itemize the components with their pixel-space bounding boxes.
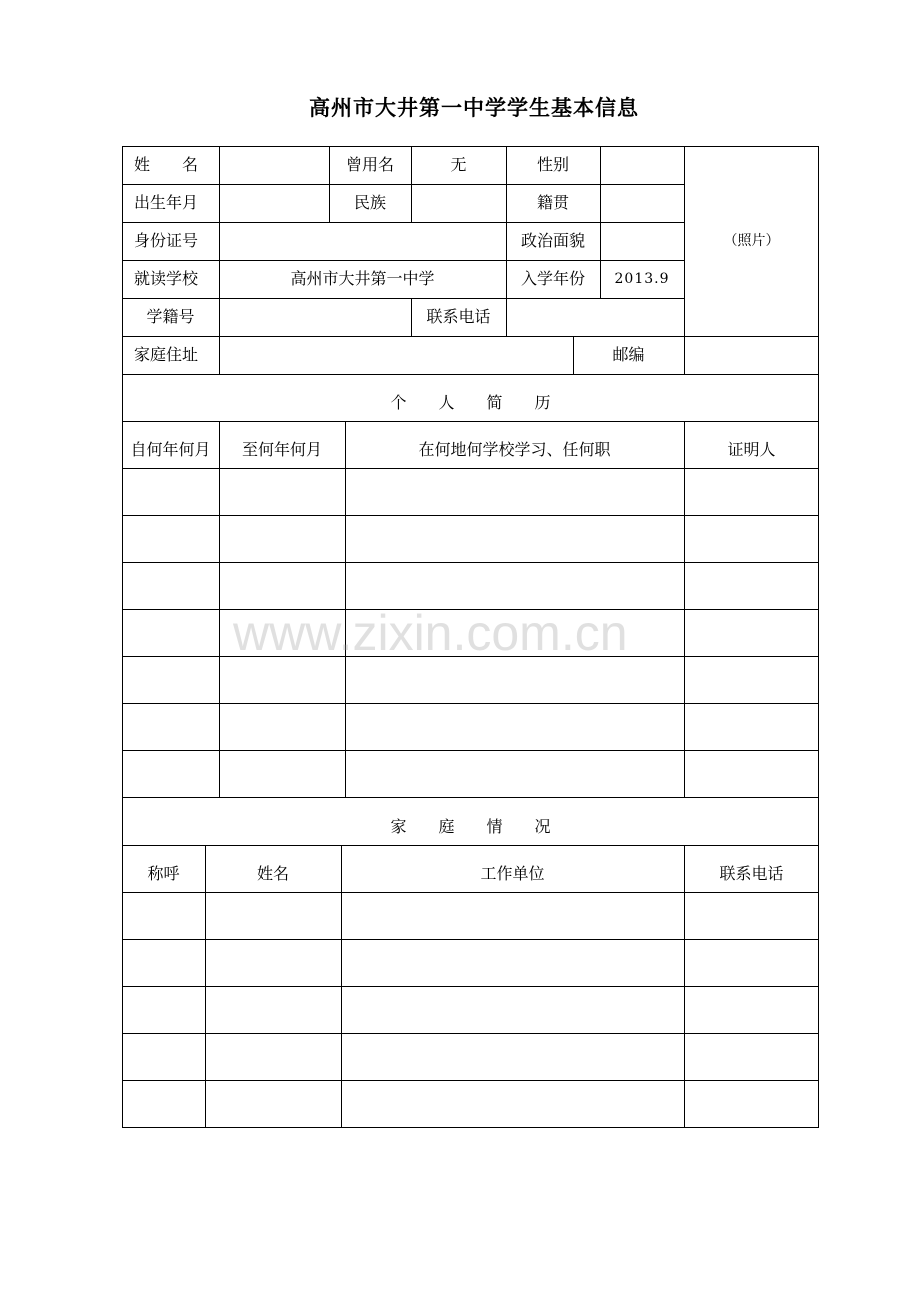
resume-heading: 个 人 简 历 [390,393,551,412]
family-row[interactable] [122,986,819,1033]
family-col-phone: 联系电话 [719,864,784,883]
name-field[interactable] [219,146,329,184]
id-field[interactable] [219,222,506,260]
enroll-label: 入学年份 [520,269,585,288]
resume-col-witness: 证明人 [727,440,776,459]
resume-row[interactable] [122,468,819,515]
address-label: 家庭住址 [134,345,199,364]
family-row[interactable] [122,939,819,986]
school-value[interactable]: 高州市大井第一中学 [290,269,435,288]
family-row[interactable] [122,1033,819,1080]
address-field[interactable] [219,336,573,374]
phone-field[interactable] [506,298,684,336]
student-no-field[interactable] [219,298,411,336]
school-label: 就读学校 [134,269,199,288]
native-place-label: 籍贯 [536,193,569,212]
resume-col-from: 自何年何月 [130,440,211,459]
resume-row[interactable] [122,609,819,656]
family-row[interactable] [122,892,819,939]
resume-row[interactable] [122,656,819,703]
photo-box: （照片） [723,233,780,249]
family-heading: 家 庭 情 况 [390,817,551,836]
family-row[interactable] [122,1080,819,1128]
resume-col-to: 至何年何月 [241,440,322,459]
phone-label: 联系电话 [426,307,491,326]
family-col-employer: 工作单位 [480,864,545,883]
page-title: 高州市大井第一中学学生基本信息 [309,96,639,120]
former-name-label: 曾用名 [345,155,394,174]
resume-row[interactable] [122,703,819,750]
resume-col-school: 在何地何学校学习、任何职 [418,440,611,459]
political-field[interactable] [600,222,684,260]
native-place-field[interactable] [600,184,684,222]
gender-field[interactable] [600,146,684,184]
birth-field[interactable] [219,184,329,222]
postcode-label: 邮编 [612,345,645,364]
postcode-field[interactable] [684,336,819,374]
former-name-value[interactable]: 无 [450,155,467,174]
resume-row[interactable] [122,515,819,562]
id-label: 身份证号 [134,231,199,250]
gender-label: 性别 [536,155,569,174]
name-label: 姓 名 [134,155,199,174]
enroll-value[interactable]: 2013.9 [614,271,670,287]
resume-row[interactable] [122,562,819,609]
political-label: 政治面貌 [520,231,585,250]
family-col-name: 姓名 [256,864,289,883]
ethnicity-field[interactable] [411,184,506,222]
resume-row[interactable] [122,750,819,797]
ethnicity-label: 民族 [353,193,386,212]
birth-label: 出生年月 [134,193,199,212]
student-no-label: 学籍号 [146,307,195,326]
family-col-relation: 称呼 [147,864,180,883]
watermark-text: www.zixin.com.cn [233,605,628,661]
